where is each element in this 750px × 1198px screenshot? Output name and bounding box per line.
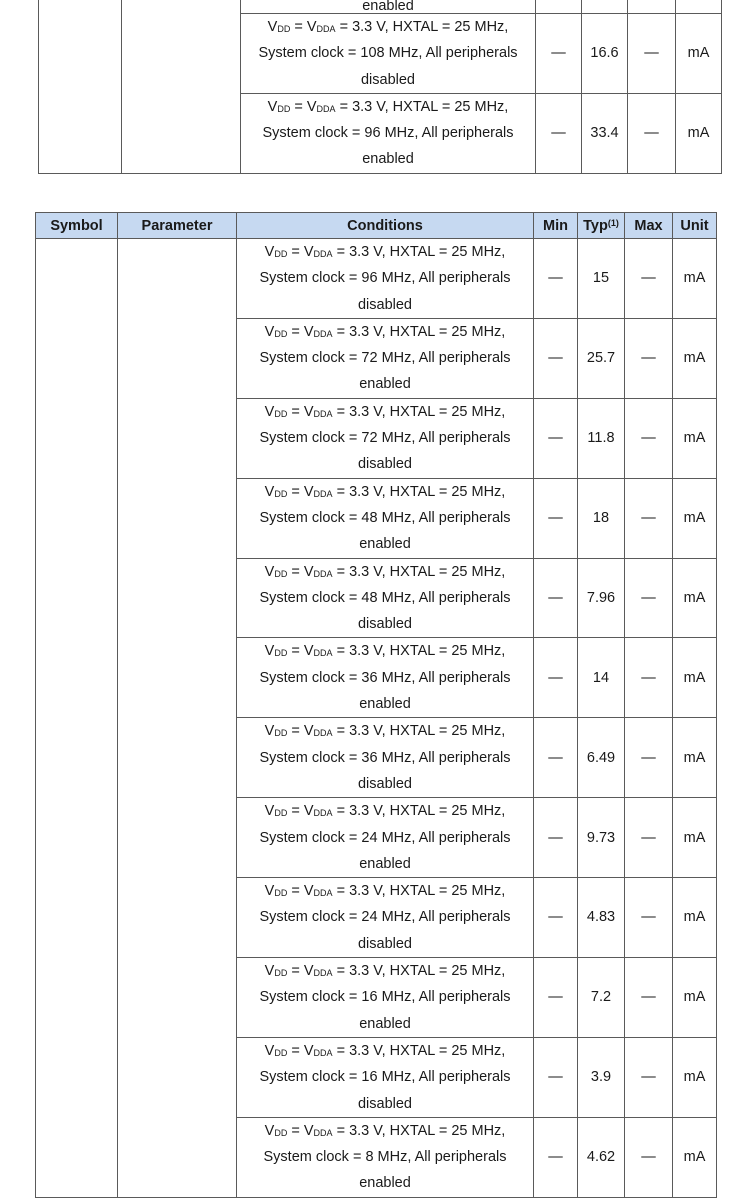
hxtal-text: , HXTAL = 25 MHz, bbox=[381, 323, 506, 340]
vdd-subscript: DD bbox=[274, 888, 288, 899]
system-clock-text: System clock = 24 MHz, All peripherals bbox=[259, 829, 511, 846]
conditions-cell bbox=[237, 638, 534, 718]
hxtal-text: , HXTAL = 25 MHz, bbox=[381, 483, 506, 500]
system-clock-text: System clock = 96 MHz, All peripherals bbox=[259, 270, 511, 287]
min-cell: — bbox=[534, 878, 578, 958]
hxtal-text: , HXTAL = 25 MHz, bbox=[384, 19, 509, 35]
min-cell: — bbox=[534, 239, 578, 319]
vdda-subscript: DDA bbox=[313, 968, 333, 979]
max-cell: — bbox=[625, 958, 673, 1038]
peripherals-state: disabled bbox=[357, 616, 412, 633]
system-clock-text: System clock = 48 MHz, All peripherals bbox=[259, 509, 511, 526]
max-cell: — bbox=[625, 558, 673, 638]
unit-cell: mA bbox=[673, 638, 717, 718]
vdd-subscript: DD bbox=[274, 648, 288, 659]
parameter-cell bbox=[118, 239, 237, 1198]
typ-cell: 6.49 bbox=[578, 718, 625, 798]
vdd-subscript: DD bbox=[274, 1127, 288, 1138]
vdda-symbol: V bbox=[306, 98, 317, 115]
vdda-subscript: DDA bbox=[313, 568, 333, 579]
conditions-line bbox=[241, 94, 535, 120]
vdd-value: = 3.3 V bbox=[332, 483, 382, 500]
vdda-symbol: V bbox=[303, 244, 314, 260]
hxtal-text: , HXTAL = 25 MHz, bbox=[381, 1042, 506, 1059]
max-cell: — bbox=[625, 318, 673, 398]
header-symbol: Symbol bbox=[36, 213, 118, 239]
equals: = bbox=[287, 883, 304, 900]
vdda-symbol: V bbox=[303, 323, 314, 340]
peripherals-state: enabled bbox=[359, 696, 411, 713]
vdd-symbol: V bbox=[264, 563, 275, 580]
vdd-subscript: DD bbox=[277, 24, 291, 34]
typ-cell: 4.62 bbox=[578, 1117, 625, 1197]
min-cell: — bbox=[534, 478, 578, 558]
unit-cell: mA bbox=[673, 878, 717, 958]
min-cell: — bbox=[534, 318, 578, 398]
hxtal-text: , HXTAL = 25 MHz, bbox=[381, 563, 506, 580]
vdd-value: = 3.3 V bbox=[332, 323, 382, 340]
conditions-line bbox=[237, 638, 533, 664]
symbol-cell bbox=[36, 239, 118, 1198]
vdda-subscript: DDA bbox=[313, 728, 333, 739]
typ-cell: 15 bbox=[578, 239, 625, 319]
unit-cell bbox=[676, 0, 722, 14]
vdd-symbol: V bbox=[264, 963, 275, 980]
supply-current-table-body bbox=[36, 239, 717, 1198]
header-max: Max bbox=[625, 213, 673, 239]
vdd-symbol: V bbox=[264, 883, 275, 900]
peripherals-state: enabled bbox=[359, 855, 411, 872]
unit-cell: mA bbox=[673, 558, 717, 638]
typ-cell: 25.7 bbox=[578, 318, 625, 398]
vdd-subscript: DD bbox=[274, 249, 288, 259]
system-clock-text: System clock = 16 MHz, All peripherals bbox=[259, 989, 511, 1006]
min-cell: — bbox=[534, 798, 578, 878]
vdd-subscript: DD bbox=[274, 968, 288, 979]
vdda-symbol: V bbox=[303, 963, 314, 980]
conditions-line bbox=[237, 479, 533, 505]
conditions-line bbox=[237, 319, 533, 345]
vdda-subscript: DDA bbox=[313, 808, 333, 819]
max-cell: — bbox=[625, 638, 673, 718]
conditions-line bbox=[237, 399, 533, 425]
conditions-cell bbox=[237, 398, 534, 478]
conditions-line bbox=[237, 1038, 533, 1064]
vdda-symbol: V bbox=[303, 483, 314, 500]
system-clock-text: System clock = 16 MHz, All peripherals bbox=[259, 1069, 511, 1086]
typ-cell: 7.96 bbox=[578, 558, 625, 638]
min-cell: — bbox=[534, 398, 578, 478]
parameter-cell bbox=[122, 0, 241, 173]
max-cell: — bbox=[625, 398, 673, 478]
max-cell: — bbox=[625, 1117, 673, 1197]
conditions-line bbox=[237, 559, 533, 585]
conditions-line bbox=[237, 958, 533, 984]
hxtal-text: , HXTAL = 25 MHz, bbox=[381, 963, 506, 980]
vdd-value: = 3.3 V bbox=[335, 98, 385, 115]
unit-cell: mA bbox=[676, 14, 722, 94]
conditions-cell bbox=[237, 798, 534, 878]
typ-cell: 33.4 bbox=[582, 93, 628, 173]
vdd-symbol: V bbox=[264, 803, 275, 820]
table-header-row bbox=[36, 213, 717, 239]
conditions-cell bbox=[237, 1117, 534, 1197]
conditions-cell bbox=[241, 14, 536, 94]
max-cell: — bbox=[625, 878, 673, 958]
equals: = bbox=[287, 403, 304, 420]
min-cell bbox=[536, 0, 582, 14]
max-cell: — bbox=[628, 14, 676, 94]
min-cell: — bbox=[534, 638, 578, 718]
min-cell: — bbox=[536, 93, 582, 173]
vdda-subscript: DDA bbox=[313, 249, 333, 259]
vdda-symbol: V bbox=[303, 803, 314, 820]
vdd-value: = 3.3 V bbox=[332, 1122, 382, 1139]
unit-cell: mA bbox=[673, 1117, 717, 1197]
vdda-symbol: V bbox=[303, 883, 314, 900]
vdd-subscript: DD bbox=[274, 1047, 288, 1058]
vdd-symbol: V bbox=[264, 403, 275, 420]
hxtal-text: , HXTAL = 25 MHz, bbox=[381, 403, 506, 420]
header-unit: Unit bbox=[673, 213, 717, 239]
peripherals-state: disabled bbox=[360, 71, 415, 88]
hxtal-text: , HXTAL = 25 MHz, bbox=[381, 244, 506, 260]
min-cell: — bbox=[534, 1117, 578, 1197]
equals: = bbox=[287, 483, 304, 500]
conditions-cell bbox=[237, 558, 534, 638]
vdd-value: = 3.3 V bbox=[332, 643, 382, 660]
max-cell: — bbox=[625, 239, 673, 319]
unit-cell: mA bbox=[673, 398, 717, 478]
conditions-cell bbox=[237, 478, 534, 558]
vdda-subscript: DDA bbox=[313, 1047, 333, 1058]
top-table-body bbox=[39, 0, 722, 173]
typ-cell: 9.73 bbox=[578, 798, 625, 878]
symbol-cell bbox=[39, 0, 122, 173]
vdd-subscript: DD bbox=[274, 568, 288, 579]
vdda-subscript: DDA bbox=[313, 408, 333, 419]
header-parameter: Parameter bbox=[118, 213, 237, 239]
min-cell: — bbox=[534, 958, 578, 1038]
conditions-line bbox=[237, 1118, 533, 1144]
conditions-text: enabled bbox=[362, 0, 414, 14]
min-cell: — bbox=[534, 718, 578, 798]
unit-cell: mA bbox=[673, 239, 717, 319]
vdd-subscript: DD bbox=[274, 488, 288, 499]
unit-cell: mA bbox=[673, 718, 717, 798]
conditions-cell bbox=[237, 318, 534, 398]
vdd-value: = 3.3 V bbox=[332, 803, 382, 820]
conditions-cell bbox=[241, 0, 536, 14]
system-clock-text: System clock = 96 MHz, All peripherals bbox=[262, 125, 514, 142]
top-table-fragment bbox=[38, 0, 722, 174]
peripherals-state: disabled bbox=[357, 1095, 412, 1112]
conditions-line bbox=[237, 239, 533, 265]
vdda-subscript: DDA bbox=[313, 1127, 333, 1138]
vdd-symbol: V bbox=[264, 643, 275, 660]
equals: = bbox=[287, 1042, 304, 1059]
conditions-cell bbox=[237, 1037, 534, 1117]
conditions-cell bbox=[241, 93, 536, 173]
typ-cell: 11.8 bbox=[578, 398, 625, 478]
table-row bbox=[36, 239, 717, 319]
vdda-subscript: DDA bbox=[316, 24, 336, 34]
vdd-value: = 3.3 V bbox=[332, 403, 382, 420]
typ-cell: 7.2 bbox=[578, 958, 625, 1038]
max-cell: — bbox=[625, 478, 673, 558]
vdd-symbol: V bbox=[267, 19, 278, 35]
vdd-subscript: DD bbox=[274, 808, 288, 819]
hxtal-text: , HXTAL = 25 MHz, bbox=[381, 883, 506, 900]
vdda-symbol: V bbox=[303, 563, 314, 580]
table-row bbox=[39, 0, 722, 14]
system-clock-text: System clock = 36 MHz, All peripherals bbox=[259, 669, 511, 686]
peripherals-state: enabled bbox=[359, 1015, 411, 1032]
equals: = bbox=[287, 1122, 304, 1139]
peripherals-state: disabled bbox=[357, 775, 412, 792]
hxtal-text: , HXTAL = 25 MHz, bbox=[384, 98, 509, 115]
vdd-value: = 3.3 V bbox=[335, 19, 385, 35]
system-clock-text: System clock = 36 MHz, All peripherals bbox=[259, 749, 511, 766]
vdd-value: = 3.3 V bbox=[332, 723, 382, 740]
vdd-symbol: V bbox=[264, 323, 275, 340]
hxtal-text: , HXTAL = 25 MHz, bbox=[381, 803, 506, 820]
unit-cell: mA bbox=[673, 798, 717, 878]
conditions-line bbox=[237, 878, 533, 904]
vdda-subscript: DDA bbox=[313, 888, 333, 899]
vdd-value: = 3.3 V bbox=[332, 883, 382, 900]
vdd-symbol: V bbox=[264, 483, 275, 500]
equals: = bbox=[287, 244, 304, 260]
peripherals-state: disabled bbox=[357, 456, 412, 473]
vdda-symbol: V bbox=[303, 1122, 314, 1139]
min-cell: — bbox=[534, 1037, 578, 1117]
max-cell: — bbox=[628, 93, 676, 173]
unit-cell: mA bbox=[673, 318, 717, 398]
equals: = bbox=[287, 643, 304, 660]
hxtal-text: , HXTAL = 25 MHz, bbox=[381, 1122, 506, 1139]
system-clock-text: System clock = 72 MHz, All peripherals bbox=[259, 430, 511, 447]
hxtal-text: , HXTAL = 25 MHz, bbox=[381, 643, 506, 660]
header-min: Min bbox=[534, 213, 578, 239]
typ-cell: 4.83 bbox=[578, 878, 625, 958]
vdd-symbol: V bbox=[267, 98, 278, 115]
typ-cell: 3.9 bbox=[578, 1037, 625, 1117]
vdda-symbol: V bbox=[306, 19, 317, 35]
vdd-subscript: DD bbox=[277, 103, 291, 114]
vdda-subscript: DDA bbox=[316, 103, 336, 114]
system-clock-text: System clock = 24 MHz, All peripherals bbox=[259, 909, 511, 926]
min-cell: — bbox=[534, 558, 578, 638]
peripherals-state: disabled bbox=[357, 296, 412, 313]
max-cell: — bbox=[625, 798, 673, 878]
unit-cell: mA bbox=[676, 93, 722, 173]
equals: = bbox=[290, 19, 307, 35]
typ-cell: 14 bbox=[578, 638, 625, 718]
equals: = bbox=[290, 98, 307, 115]
min-cell: — bbox=[536, 14, 582, 94]
equals: = bbox=[287, 963, 304, 980]
header-conditions: Conditions bbox=[237, 213, 534, 239]
vdda-subscript: DDA bbox=[313, 488, 333, 499]
conditions-cell bbox=[237, 239, 534, 319]
conditions-cell bbox=[237, 878, 534, 958]
vdd-value: = 3.3 V bbox=[332, 1042, 382, 1059]
unit-cell: mA bbox=[673, 958, 717, 1038]
vdd-subscript: DD bbox=[274, 408, 288, 419]
vdd-symbol: V bbox=[264, 723, 275, 740]
conditions-cell bbox=[237, 958, 534, 1038]
conditions-line bbox=[241, 14, 535, 40]
vdda-subscript: DDA bbox=[313, 328, 333, 339]
system-clock-text: System clock = 108 MHz, All peripherals bbox=[258, 45, 518, 62]
equals: = bbox=[287, 323, 304, 340]
equals: = bbox=[287, 723, 304, 740]
peripherals-state: enabled bbox=[362, 151, 414, 168]
vdd-subscript: DD bbox=[274, 328, 288, 339]
vdd-subscript: DD bbox=[274, 728, 288, 739]
typ-cell bbox=[582, 0, 628, 14]
header-typ-label: Typ bbox=[583, 217, 608, 234]
conditions-line bbox=[237, 798, 533, 824]
system-clock-text: System clock = 72 MHz, All peripherals bbox=[259, 350, 511, 367]
system-clock-text: System clock = 48 MHz, All peripherals bbox=[259, 589, 511, 606]
peripherals-state: enabled bbox=[359, 536, 411, 553]
vdd-symbol: V bbox=[264, 1042, 275, 1059]
typ-cell: 16.6 bbox=[582, 14, 628, 94]
vdd-value: = 3.3 V bbox=[332, 963, 382, 980]
vdda-symbol: V bbox=[303, 643, 314, 660]
typ-cell: 18 bbox=[578, 478, 625, 558]
vdd-value: = 3.3 V bbox=[332, 563, 382, 580]
unit-cell: mA bbox=[673, 1037, 717, 1117]
equals: = bbox=[287, 563, 304, 580]
system-clock-text: System clock = 8 MHz, All peripherals bbox=[263, 1149, 507, 1166]
max-cell: — bbox=[625, 718, 673, 798]
vdda-symbol: V bbox=[303, 403, 314, 420]
footnote-marker: (1) bbox=[607, 217, 619, 228]
header-typ bbox=[578, 213, 625, 239]
hxtal-text: , HXTAL = 25 MHz, bbox=[381, 723, 506, 740]
supply-current-table bbox=[35, 212, 717, 1198]
max-cell: — bbox=[625, 1037, 673, 1117]
peripherals-state: enabled bbox=[359, 376, 411, 393]
max-cell bbox=[628, 0, 676, 14]
vdd-symbol: V bbox=[264, 244, 275, 260]
vdd-symbol: V bbox=[264, 1122, 275, 1139]
vdda-symbol: V bbox=[303, 1042, 314, 1059]
conditions-line bbox=[237, 718, 533, 744]
peripherals-state: enabled bbox=[359, 1175, 411, 1192]
vdda-subscript: DDA bbox=[313, 648, 333, 659]
vdda-symbol: V bbox=[303, 723, 314, 740]
peripherals-state: disabled bbox=[357, 935, 412, 952]
unit-cell: mA bbox=[673, 478, 717, 558]
conditions-cell bbox=[237, 718, 534, 798]
vdd-value: = 3.3 V bbox=[332, 244, 382, 260]
equals: = bbox=[287, 803, 304, 820]
